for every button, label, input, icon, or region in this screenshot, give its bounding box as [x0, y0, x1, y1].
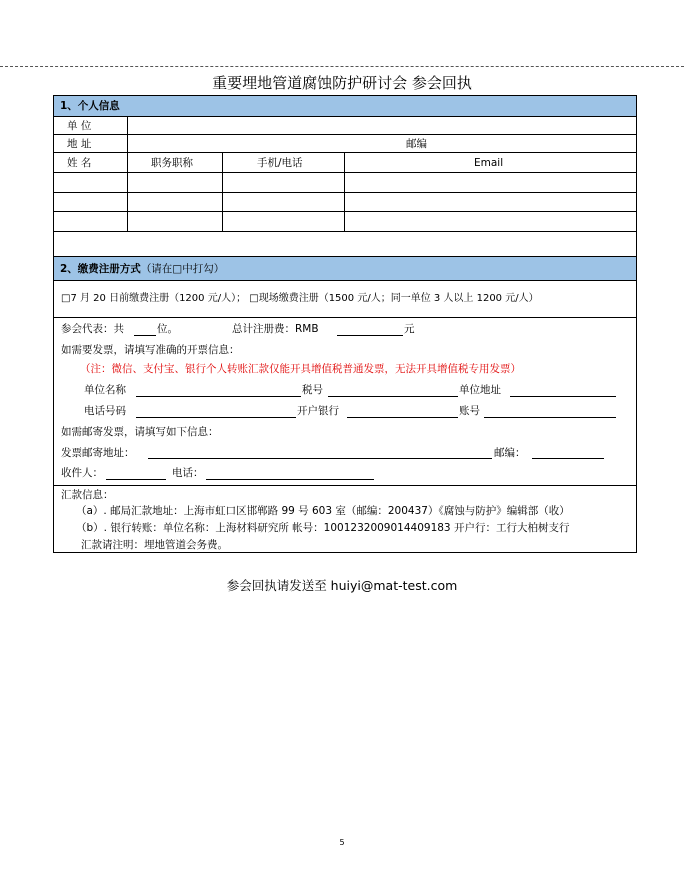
email-label: Email: [474, 157, 504, 169]
row-divider: [54, 192, 636, 193]
remittance-bank-transfer: （b）. 银行转账：单位名称：上海材料研究所 帐号：1001232009014409183 开户行：工行大柏树支行: [76, 522, 570, 534]
phone-label: 手机/电话: [257, 157, 303, 169]
section-personal-info-title: 1、个人信息: [60, 100, 120, 112]
name-label: 姓 名: [67, 157, 92, 169]
recipient-label: 收件人：: [61, 467, 103, 479]
recipient-phone-field[interactable]: [206, 479, 374, 480]
invoice-tax-no-label: 税号: [302, 384, 323, 396]
delegates-count-label: 参会代表：共: [61, 323, 124, 335]
recipient-field[interactable]: [106, 479, 166, 480]
position-label: 职务职称: [151, 157, 193, 169]
postcode-field[interactable]: [434, 135, 634, 152]
column-divider: [344, 152, 345, 231]
mail-address-field[interactable]: [148, 458, 492, 459]
row-divider: [54, 485, 636, 486]
column-divider: [222, 152, 223, 231]
recipient-phone-label: 电话：: [172, 467, 204, 479]
name-field[interactable]: [54, 173, 127, 192]
invoice-unit-address-field[interactable]: [510, 396, 616, 397]
unit-field[interactable]: [128, 117, 636, 134]
row-divider: [54, 231, 636, 232]
invoice-tax-no-field[interactable]: [328, 396, 458, 397]
invoice-unit-address-label: 单位地址: [459, 384, 501, 396]
invoice-unit-name-label: 单位名称: [84, 384, 126, 396]
invoice-unit-name-field[interactable]: [136, 396, 301, 397]
row-divider: [54, 172, 636, 173]
name-field[interactable]: [54, 193, 127, 211]
registration-form: [53, 95, 637, 553]
total-fee-unit: 元: [404, 323, 415, 335]
unit-label: 单 位: [67, 120, 92, 132]
row-divider: [54, 317, 636, 318]
remittance-note: 汇款请注明：埋地管道会务费。: [81, 539, 228, 551]
cut-line: [0, 66, 684, 67]
postcode-label: 邮编: [406, 138, 427, 150]
section-payment-note: （请在□中打勾）: [140, 263, 225, 275]
address-label: 地 址: [67, 138, 92, 150]
section-payment-header: [54, 256, 636, 281]
mail-postcode-field[interactable]: [532, 458, 604, 459]
mail-postcode-label: 邮编：: [494, 447, 526, 459]
delegates-count-suffix: 位。: [157, 323, 178, 335]
invoice-bank-field[interactable]: [347, 417, 458, 418]
section-personal-info-header: [54, 96, 636, 117]
total-fee-label: 总计注册费：RMB: [232, 323, 319, 335]
send-to-email: 参会回执请发送至 huiyi@mat-test.com: [226, 578, 458, 593]
address-field[interactable]: [128, 135, 398, 152]
invoice-account-field[interactable]: [484, 417, 616, 418]
mail-address-label: 发票邮寄地址：: [61, 447, 135, 459]
payment-options[interactable]: □7 月 20 日前缴费注册（1200 元/人）； □现场缴费注册（1500 元/人；同一单位 3 人以上 1200 元/人）: [61, 293, 539, 304]
remittance-label: 汇款信息：: [61, 489, 114, 501]
invoice-note: （注：微信、支付宝、银行个人转账汇款仅能开具增值税普通发票，无法开具增值税专用发票）: [80, 363, 521, 375]
invoice-phone-label: 电话号码: [84, 405, 126, 417]
row-divider: [54, 211, 636, 212]
name-field[interactable]: [54, 212, 127, 231]
invoice-account-label: 账号: [459, 405, 480, 417]
page-title: 重要埋地管道腐蚀防护研讨会 参会回执: [212, 74, 472, 92]
mail-invoice-prompt: 如需邮寄发票，请填写如下信息：: [61, 426, 219, 438]
section-payment-title: 2、缴费注册方式: [60, 263, 141, 275]
total-fee-field[interactable]: [337, 335, 403, 336]
invoice-prompt: 如需要发票，请填写准确的开票信息：: [61, 344, 240, 356]
row-divider: [54, 152, 636, 153]
invoice-phone-field[interactable]: [136, 417, 296, 418]
delegates-count-field[interactable]: [134, 335, 156, 336]
page-number: 5: [339, 838, 345, 847]
invoice-bank-label: 开户银行: [297, 405, 339, 417]
remittance-post-office: （a）. 邮局汇款地址：上海市虹口区邯郸路 99 号 603 室（邮编：200437）《腐蚀与防护》编辑部（收）: [76, 505, 570, 517]
